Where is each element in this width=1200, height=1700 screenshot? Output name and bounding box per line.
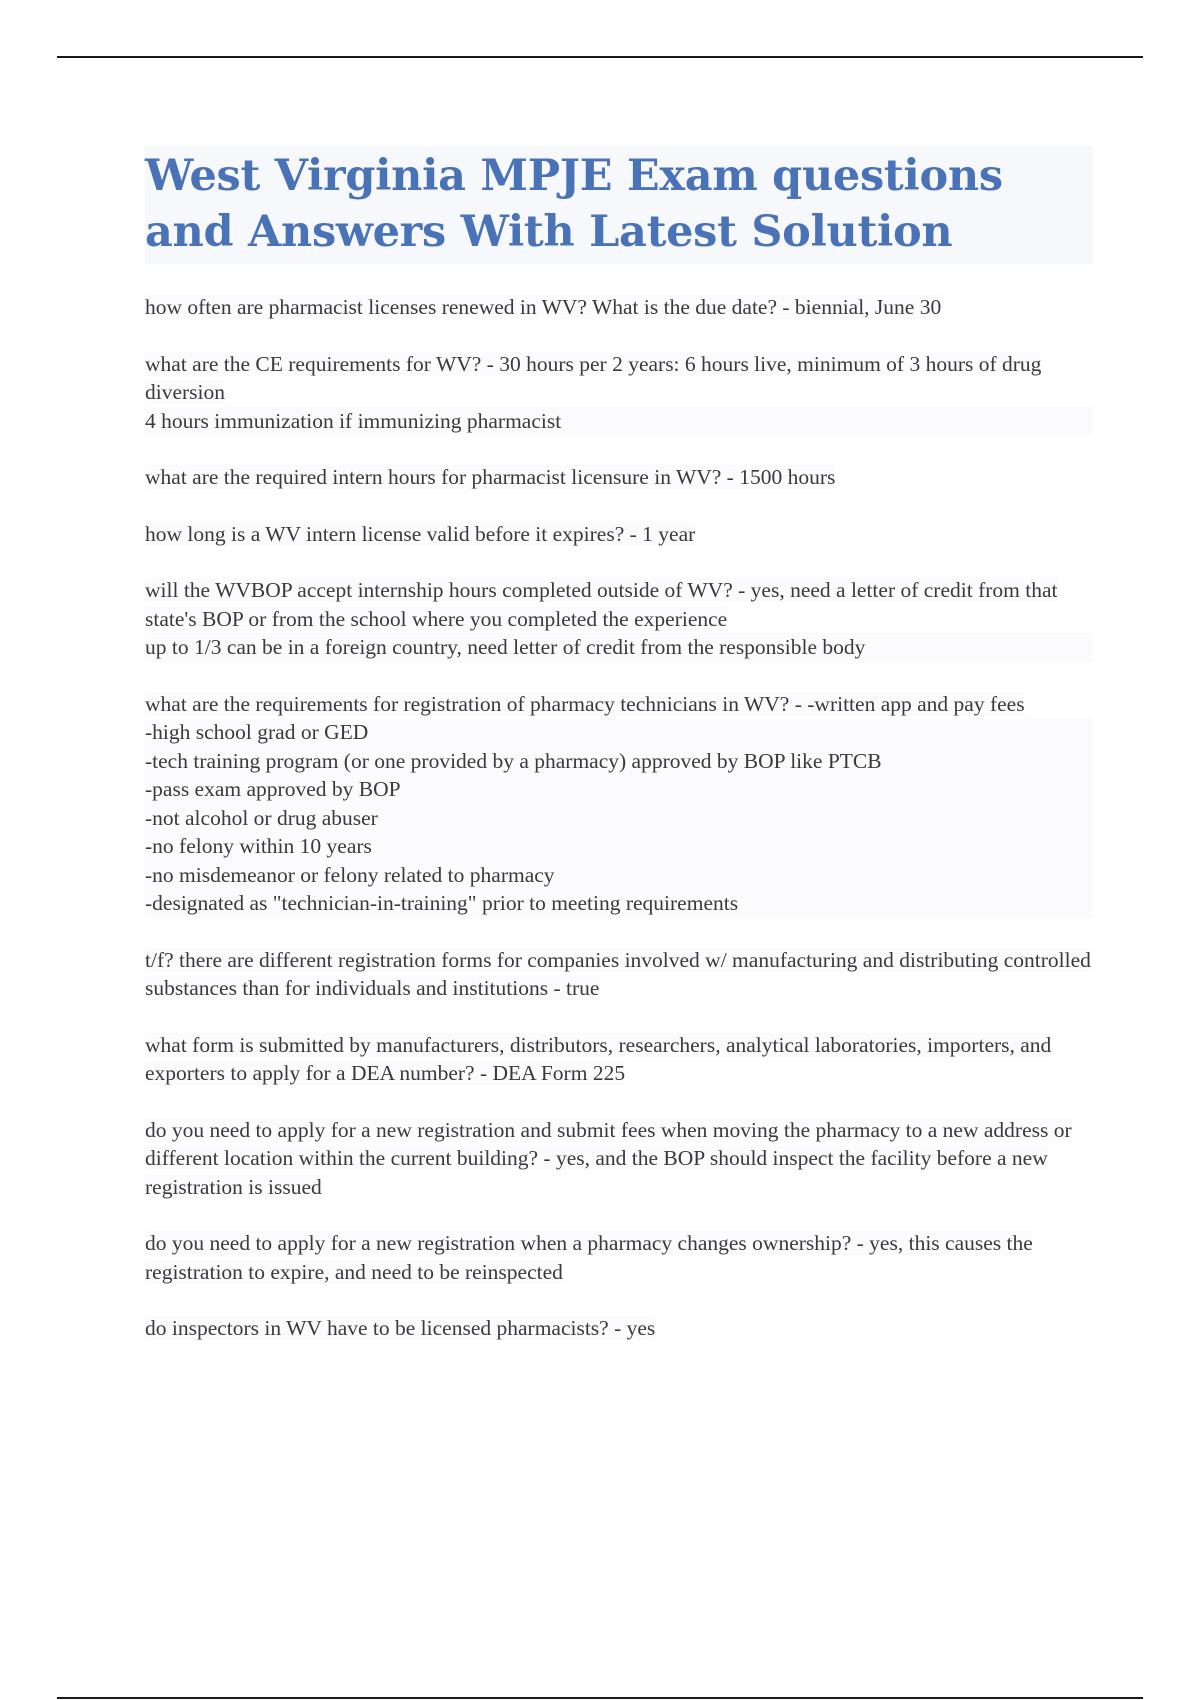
document-body [145, 146, 1093, 1371]
qa-item [145, 1314, 1093, 1343]
qa-extra-line: -not alcohol or drug abuser [145, 804, 1093, 833]
qa-item [145, 1116, 1093, 1202]
qa-extra-line: -designated as "technician-in-training" prior to meeting requirements [145, 889, 1093, 918]
qa-text: what are the requirements for registration of pharmacy technicians in WV? - -written app and pay fees [145, 691, 1025, 716]
qa-list [145, 293, 1093, 1343]
document-title: West Virginia MPJE Exam questions and Answers With Latest Solution [145, 146, 1093, 264]
qa-text: what are the CE requirements for WV? - 30 hours per 2 years: 6 hours live, minimum of 3 hours of drug diversion [145, 351, 1042, 404]
qa-item [145, 690, 1093, 918]
qa-extra-line: 4 hours immunization if immunizing pharmacist [145, 407, 1093, 436]
qa-item [145, 520, 1093, 549]
qa-text: do you need to apply for a new registration when a pharmacy changes ownership? - yes, this causes the registration to expire, and need to be reinspected [145, 1231, 1033, 1284]
qa-extra-line: -no misdemeanor or felony related to pharmacy [145, 861, 1093, 890]
qa-item [145, 576, 1093, 662]
qa-extra-line: -no felony within 10 years [145, 832, 1093, 861]
qa-extra-line: -high school grad or GED [145, 718, 1093, 747]
footer-rule [57, 1697, 1143, 1699]
qa-item [145, 293, 1093, 322]
header-rule [57, 56, 1143, 58]
qa-text: how long is a WV intern license valid before it expires? - 1 year [145, 521, 696, 546]
qa-text: will the WVBOP accept internship hours completed outside of WV? - yes, need a letter of credit from that state's BOP or from the school where you completed the experience [145, 578, 1058, 631]
qa-item [145, 350, 1093, 436]
qa-item [145, 463, 1093, 492]
qa-text: how often are pharmacist licenses renewed in WV? What is the due date? - biennial, June 30 [145, 295, 942, 319]
qa-text: t/f? there are different registration forms for companies involved w/ manufacturing and distributing controlled substances than for individuals and institutions - true [145, 947, 1091, 1000]
qa-text: do inspectors in WV have to be licensed pharmacists? - yes [145, 1316, 656, 1340]
qa-text: what are the required intern hours for pharmacist licensure in WV? - 1500 hours [145, 465, 836, 489]
qa-text: what form is submitted by manufacturers, distributors, researchers, analytical laboratories, importers, and exporters to apply for a DEA number? - DEA Form 225 [145, 1032, 1052, 1085]
qa-extra-line: -pass exam approved by BOP [145, 775, 1093, 804]
qa-extra-line: -tech training program (or one provided by a pharmacy) approved by BOP like PTCB [145, 747, 1093, 776]
qa-item [145, 946, 1093, 1003]
qa-item [145, 1229, 1093, 1286]
qa-text: do you need to apply for a new registration and submit fees when moving the pharmacy to a new address or different location within the current building? - yes, and the BOP should inspect the facility before a new registration is issued [145, 1117, 1072, 1199]
qa-extra-line: up to 1/3 can be in a foreign country, need letter of credit from the responsible body [145, 633, 1093, 662]
qa-item [145, 1031, 1093, 1088]
